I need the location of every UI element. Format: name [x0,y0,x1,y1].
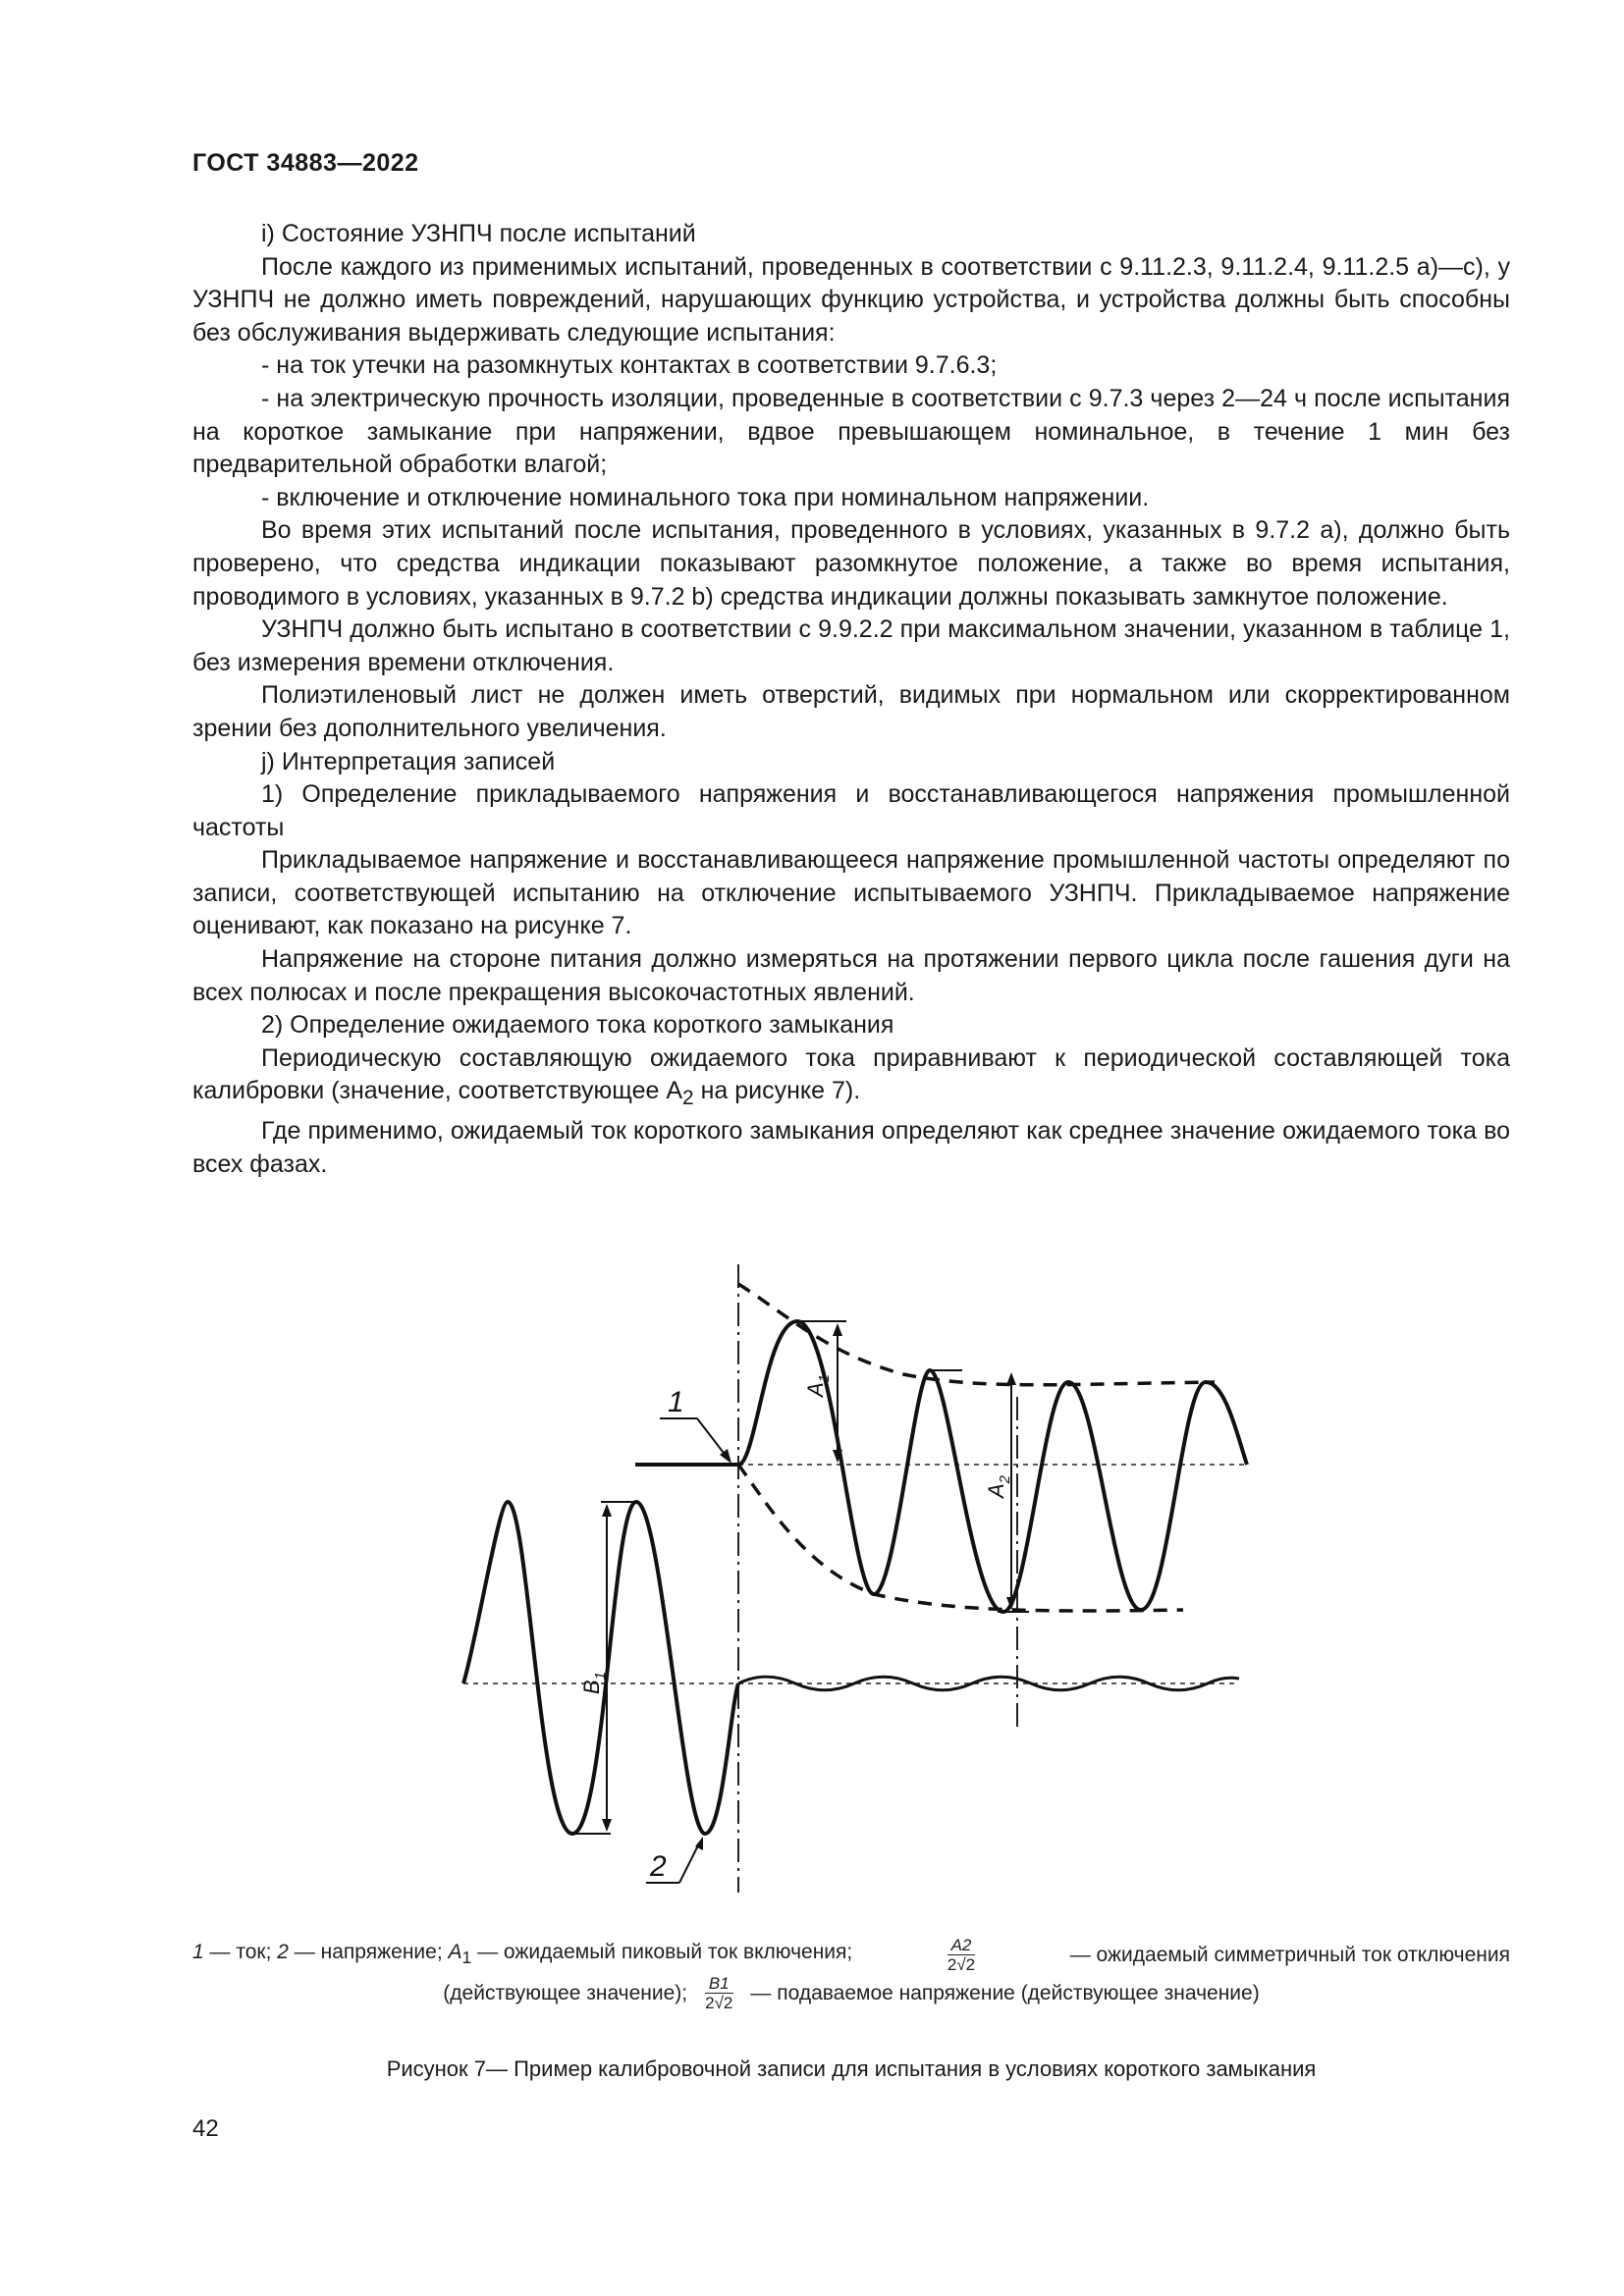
paragraph: После каждого из применимых испытаний, проведенных в соответствии с 9.11.2.3, 9.11.2.4, 9.11.2.5 а)—с), у УЗНПЧ не должно иметь повреждений, нарушающих функцию устройства, и устройства должны быть способны без обслуживания выдерживать следующие испытания: [192,252,1510,347]
paragraph: Полиэтиленовый лист не должен иметь отверстий, видимых при нормальном или скорректированном зрении без дополнительного увеличения. [192,681,1510,742]
list-item: - включение и отключение номинального тока при номинальном напряжении. [261,483,1150,511]
legend-line-2 [192,1974,1510,2012]
legend-definitions [192,1936,852,1974]
label-b1-letter: B [579,1680,604,1694]
fraction-a2-numerator: A2 [947,1936,976,1955]
figure-7 [393,1245,1276,1902]
figure-legend [192,1936,1510,2012]
paragraph: УЗНПЧ должно быть испытано в соответствии с 9.9.2.2 при максимальном значении, указанном в таблице 1, без измерения времени отключения. [192,615,1510,676]
label-2: 2 [650,1850,667,1883]
label-1: 1 [668,1386,684,1418]
fraction-a2-denominator: 2√2 [947,1955,976,1975]
legend-1-text: — ток; [203,1941,278,1963]
fraction-b1 [701,1974,736,2012]
label-a2-sub: 2 [997,1474,1013,1484]
label-a2-letter: A [984,1483,1008,1498]
paragraph: Напряжение на стороне питания должно измеряться на протяжении первого цикла после гашения дуги на всех полюсах и после прекращения высокочастотных явлений. [192,945,1510,1006]
paragraph: Во время этих испытаний после испытания, проведенного в условиях, указанных в 9.7.2 а), должно быть проверено, что средства индикации показывают разомкнутое положение, а также во время испытания, проводимого в условиях, указанных в 9.7.2 b) средства индикации должны показывать замкнутое положение. [192,516,1510,611]
a2-subscript: 2 [682,1087,694,1110]
legend-b1-text: — подаваемое напряжение (действующее значение) [750,1981,1260,2004]
paragraph-a2-tail: на рисунке 7). [693,1077,861,1105]
section-heading: j) Интерпретация записей [261,747,556,775]
a1-arrow-head-top [833,1323,842,1336]
b1-arrow-head-bottom [602,1819,612,1832]
subsection-heading: 1) Определение прикладываемого напряжения и восстанавливающегося напряжения промышленной частоты [192,780,1510,841]
list-item: - на ток утечки на разомкнутых контактах в соответствии 9.7.6.3; [261,351,998,380]
paragraph-a2-text: Периодическую составляющую ожидаемого тока приравнивают к периодической составляющей тока калибровки (значение, соответствующее A [192,1043,1510,1105]
label-a1-sub: 1 [816,1373,833,1383]
figure-caption: Рисунок 7— Пример калибровочной записи для испытания в условиях короткого замыкания [386,2056,1317,2081]
legend-1-number: 1 [192,1941,204,1963]
legend-2-number: 2 [277,1941,289,1963]
page-number: 42 [192,2115,219,2142]
list-item: - на электрическую прочность изоляции, проведенные в соответствии с 9.7.3 через 2—24 ч после испытания на короткое замыкание при напряжении, вдвое превышающем номинальное, в течение 1 мин без предварительной обработки влагой; [192,384,1510,479]
label-b1-sub: 1 [592,1671,609,1681]
fraction-b1-denominator: 2√2 [705,1994,733,2013]
paragraph-a2 [192,1042,1510,1115]
paragraph: Где применимо, ожидаемый ток короткого замыкания определяют как среднее значение ожидаемого тока во всех фазах. [192,1117,1510,1178]
current-waveform [738,1321,1247,1612]
paragraph: Прикладываемое напряжение и восстанавливающееся напряжение промышленной частоты определяют по записи, соответствующей испытанию на отключение испытываемого УЗНПЧ. Прикладываемое напряжение оценивают, как показано на рисунке 7. [192,846,1510,940]
leader-1-line [697,1418,727,1457]
b1-arrow-head-top [602,1504,612,1517]
fraction-b1-numerator: B1 [705,1974,733,1994]
legend-a1-sub: 1 [461,1948,472,1968]
legend-a2-text: — ожидаемый симметричный ток отключения [1069,1943,1510,1966]
a2-arrow-head-top [1006,1372,1016,1385]
calibration-record-diagram [393,1245,1276,1902]
legend-line-1 [192,1936,1510,1974]
legend-a1-text: — ожидаемый пиковый ток включения; [471,1941,853,1963]
body-text [192,218,1510,1181]
voltage-waveform [463,1502,738,1834]
label-a1-letter: A [803,1382,828,1397]
leader-2-line [679,1843,699,1883]
legend-a2-continuation: (действующее значение); [443,1981,688,2004]
label-a2 [984,1474,1013,1500]
standard-header: ГОСТ 34883—2022 [192,149,419,177]
legend-2-text: — напряжение; [288,1941,449,1963]
subsection-heading: 2) Определение ожидаемого тока короткого замыкания [261,1011,894,1040]
paragraph: i) Состояние УЗНПЧ после испытаний [261,220,696,247]
legend-a1-symbol: A [448,1941,462,1963]
fraction-a2 [944,1936,979,1974]
